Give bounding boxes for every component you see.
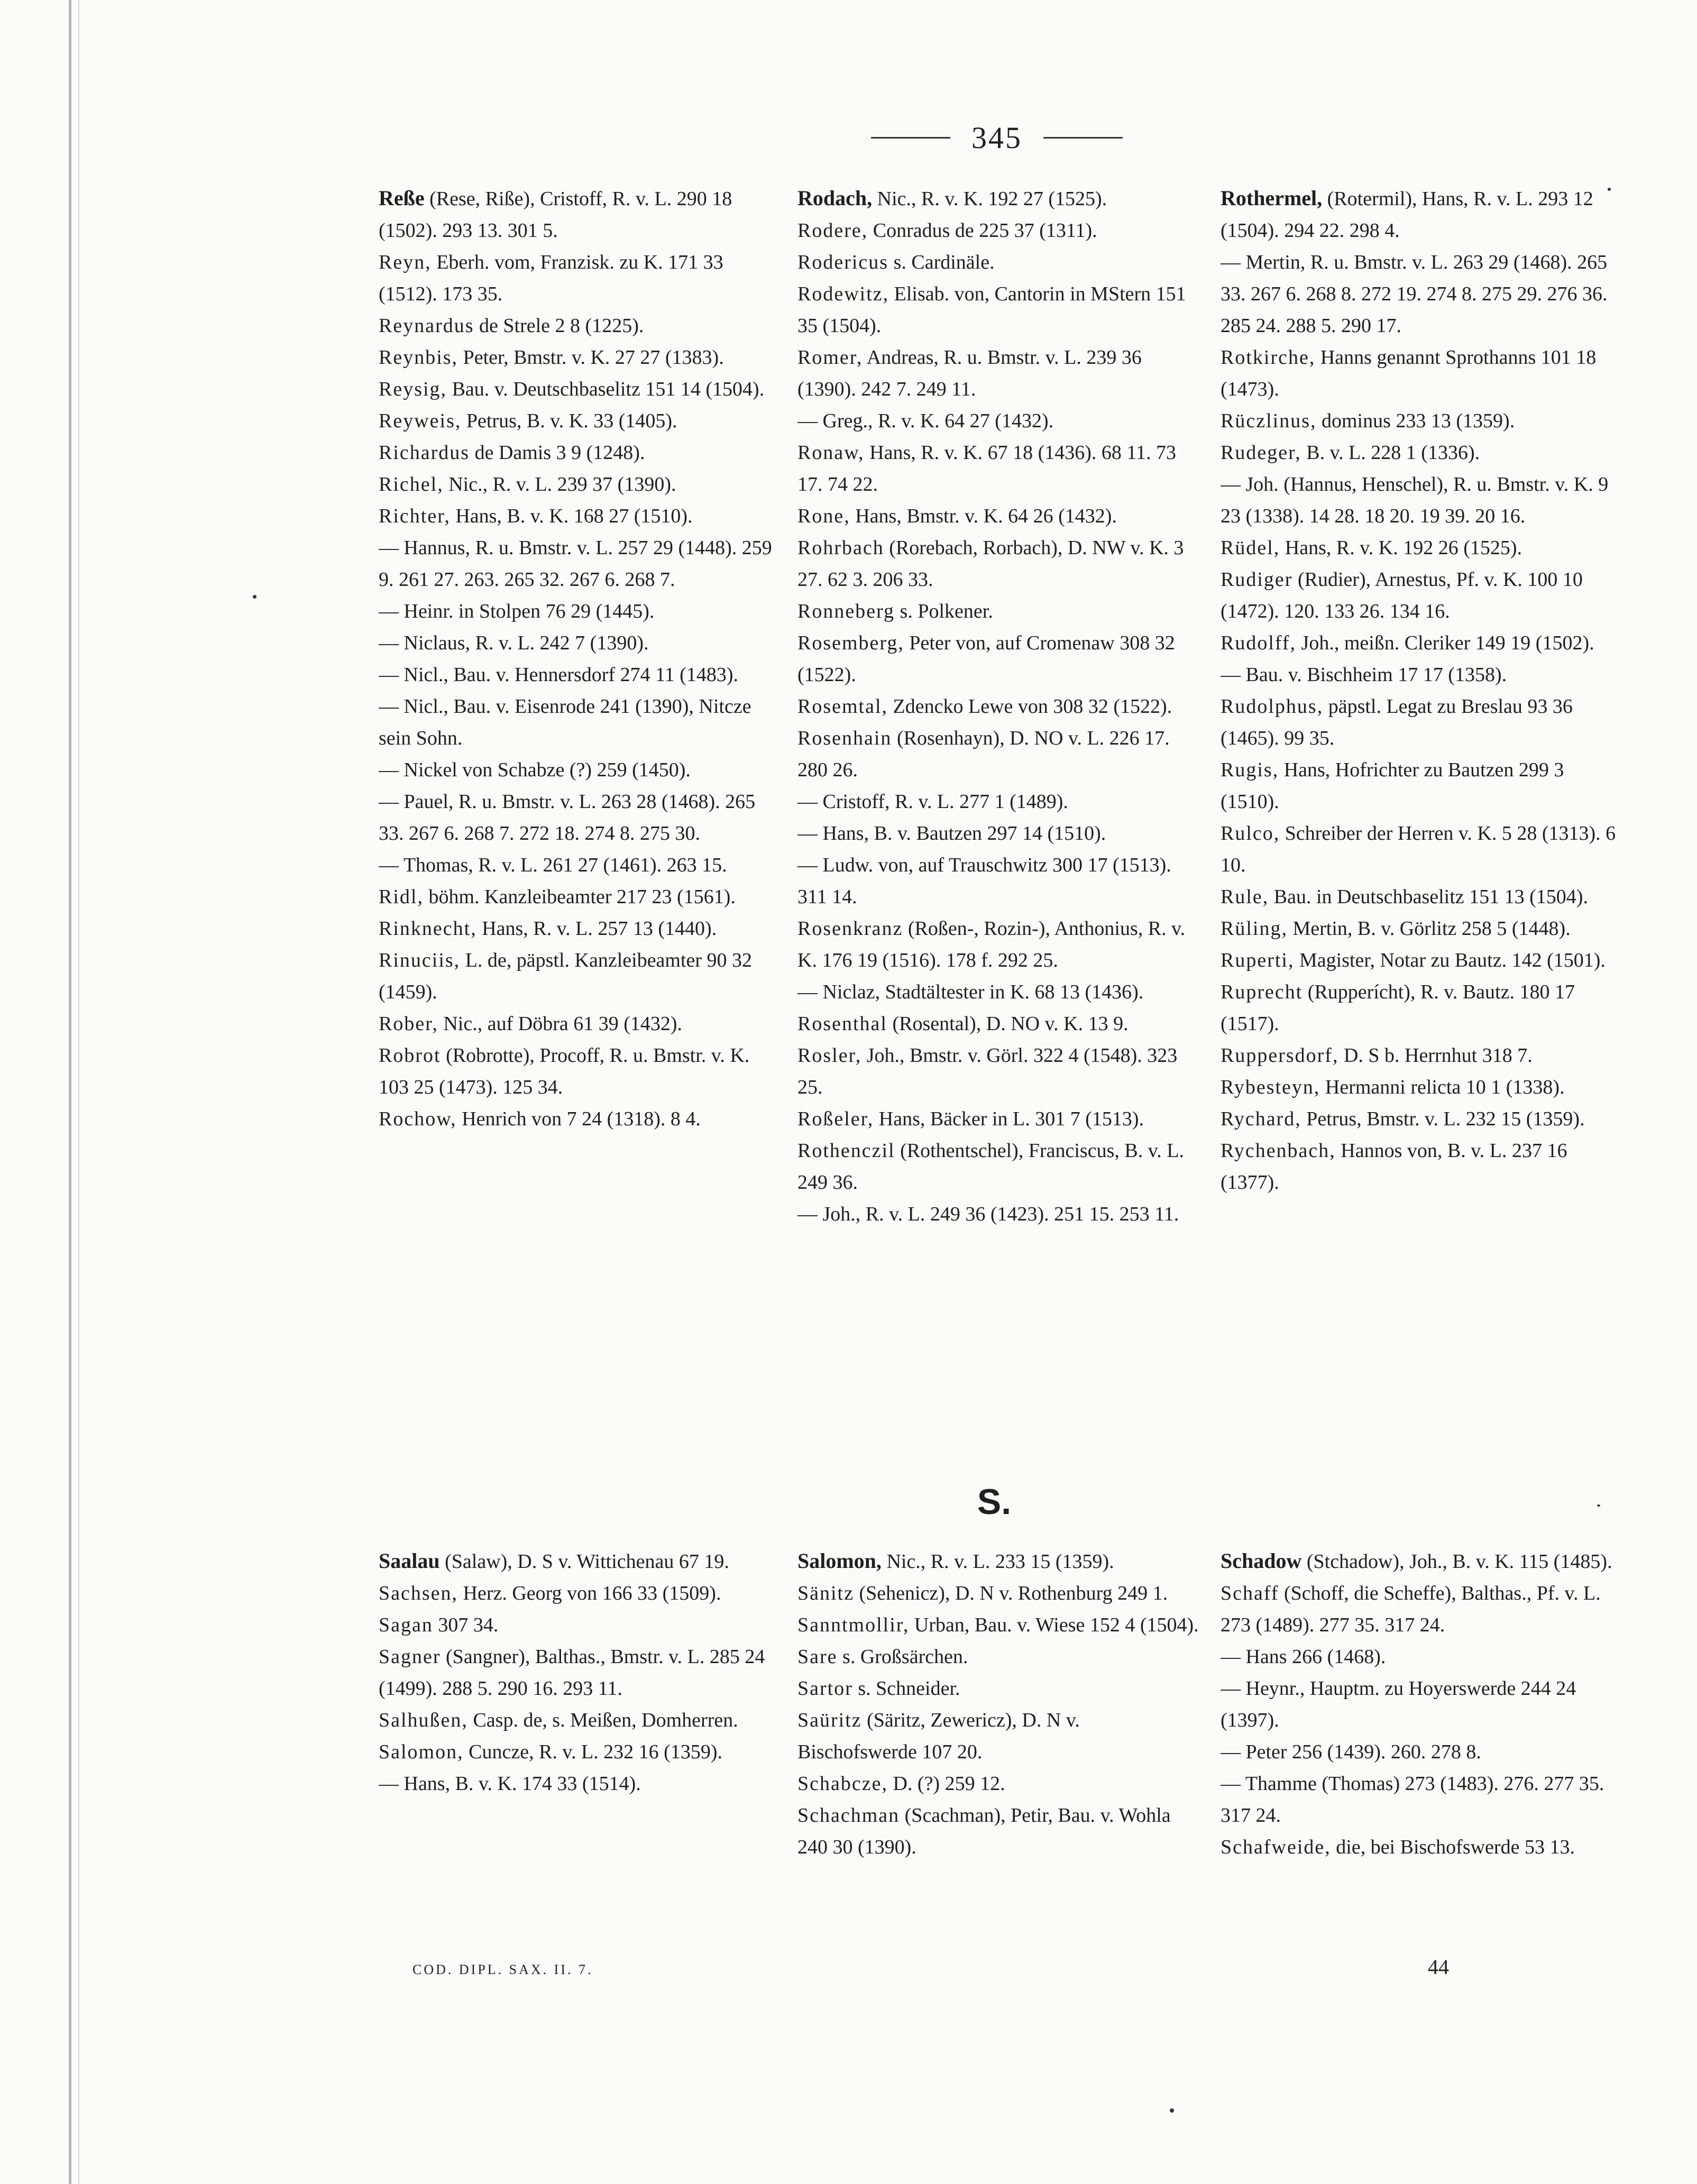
entry-text: — Mertin, R. u. Bmstr. v. L. 263 29 (1468). 265 33. 267 6. 268 8. 272 19. 274 8. 275 29. 276 36. 285 24. 288 5. 290 17. — [1221, 251, 1608, 337]
entry-text: — Niclaz, Stadtältester in K. 68 13 (1436). — [797, 981, 1144, 1003]
index-entry — [379, 246, 781, 310]
entry-text: s. Großsärchen. — [837, 1646, 968, 1668]
index-entry — [379, 1641, 781, 1704]
entry-headword: Rüling, — [1221, 917, 1288, 940]
entry-headword: Rüdel, — [1221, 537, 1280, 559]
entry-headword: Schafweide, — [1221, 1836, 1331, 1858]
entry-headword: Ronaw, — [797, 442, 865, 464]
index-entry — [797, 532, 1199, 595]
entry-text: Nic., R. v. K. 192 27 (1525). — [872, 188, 1107, 210]
entry-headword: Rosenthal — [797, 1013, 887, 1035]
entry-text: — Hans, B. v. K. 174 33 (1514). — [379, 1773, 641, 1795]
entry-text: — Nicl., Bau. v. Eisenrode 241 (1390), Nitcze sein Sohn. — [379, 695, 751, 749]
entry-headword: Rudolff, — [1221, 632, 1297, 654]
entry-text: Henrich von 7 24 (1318). 8 4. — [456, 1108, 701, 1130]
entry-text: (Rotermil), Hans, R. v. L. 293 12 (1504). 294 22. 298 4. — [1221, 188, 1593, 242]
entry-headword: Salomon, — [379, 1741, 464, 1763]
entry-headword: Rothermel, — [1221, 186, 1323, 210]
index-entry — [797, 342, 1199, 405]
entry-text: D. (?) 259 12. — [887, 1773, 1005, 1795]
entry-text: päpstl. Legat zu Breslau 93 36 (1465). 99 35. — [1221, 695, 1573, 749]
entry-headword: Richter, — [379, 505, 451, 527]
index-entry — [797, 1545, 1199, 1577]
binding-shadow-secondary — [78, 0, 79, 2184]
entry-headword: Rinknecht, — [379, 917, 477, 940]
entry-headword: Rinuciis, — [379, 949, 461, 971]
entry-text: Hannos von, B. v. L. 237 16 (1377). — [1221, 1140, 1567, 1194]
index-entry — [1221, 754, 1622, 818]
entry-headword: Rule, — [1221, 886, 1269, 908]
index-entry — [379, 469, 781, 500]
entry-text: Elisab. von, Cantorin in MStern 151 35 (1504). — [797, 283, 1186, 337]
entry-headword: Rothenczil — [797, 1140, 895, 1162]
scan-speck — [1170, 2108, 1174, 2113]
entry-headword: Reynardus — [379, 315, 474, 337]
index-entry — [797, 722, 1199, 786]
index-entry — [379, 786, 781, 849]
index-entry — [797, 1135, 1199, 1198]
index-entry — [1221, 1768, 1622, 1831]
entry-text: Nic., R. v. L. 233 15 (1359). — [881, 1550, 1114, 1573]
entry-headword: Reysig, — [379, 378, 447, 400]
entry-text: — Ludw. von, auf Trauschwitz 300 17 (1513). 311 14. — [797, 854, 1171, 908]
entry-text: de Strele 2 8 (1225). — [474, 315, 644, 337]
index-entry — [379, 691, 781, 754]
entry-headword: Ruperti, — [1221, 949, 1295, 971]
entry-text: Cuncze, R. v. L. 232 16 (1359). — [463, 1741, 722, 1763]
entry-text: D. S b. Herrnhut 318 7. — [1338, 1044, 1533, 1067]
entry-headword: Ridl, — [379, 886, 424, 908]
page-header — [859, 114, 1134, 161]
index-column-bottom-2 — [797, 1545, 1199, 1863]
entry-text: (Rothentschel), Franciscus, B. v. L. 249 36. — [797, 1140, 1184, 1194]
entry-headword: Salhußen, — [379, 1709, 468, 1731]
index-entry — [379, 627, 781, 659]
entry-text: Magister, Notar zu Bautz. 142 (1501). — [1294, 949, 1606, 971]
index-entry — [797, 1800, 1199, 1863]
index-entry — [797, 1198, 1199, 1230]
entry-text: — Joh. (Hannus, Henschel), R. u. Bmstr. v. K. 9 23 (1338). 14 28. 18 20. 19 39. 20 16. — [1221, 473, 1609, 527]
entry-headword: Rochow, — [379, 1108, 457, 1130]
entry-headword: Rudeger, — [1221, 442, 1301, 464]
entry-text: s. Polkener. — [895, 600, 993, 622]
entry-headword: Rugis, — [1221, 759, 1279, 781]
index-entry — [1221, 469, 1622, 532]
entry-headword: Rodere, — [797, 219, 868, 242]
entry-headword: Rulco, — [1221, 822, 1280, 845]
entry-text: Peter von, auf Cromenaw 308 32 (1522). — [797, 632, 1175, 686]
entry-text: Bau. in Deutschbaselitz 151 13 (1504). — [1269, 886, 1588, 908]
footer-signature: COD. DIPL. SAX. II. 7. — [412, 1962, 593, 1977]
entry-headword: Sanntmollir, — [797, 1614, 910, 1636]
index-entry — [797, 500, 1199, 532]
index-entry — [797, 1673, 1199, 1704]
index-entry — [1221, 1135, 1622, 1198]
entry-headword: Rüczlinus, — [1221, 410, 1317, 432]
entry-headword: Salomon, — [797, 1549, 882, 1573]
entry-text: — Peter 256 (1439). 260. 278 8. — [1221, 1741, 1481, 1763]
entry-text: — Nickel von Schabze (?) 259 (1450). — [379, 759, 691, 781]
index-entry — [1221, 246, 1622, 342]
entry-text: (Stchadow), Joh., B. v. K. 115 (1485). — [1301, 1550, 1612, 1573]
index-entry — [797, 627, 1199, 691]
index-entry — [379, 944, 781, 1008]
entry-text: (Rese, Riße), Cristoff, R. v. L. 290 18 (1502). 293 13. 301 5. — [379, 188, 732, 242]
entry-text: Mertin, B. v. Görlitz 258 5 (1448). — [1287, 917, 1571, 940]
index-entry — [797, 913, 1199, 976]
index-entry — [1221, 1545, 1622, 1577]
entry-headword: Rosemberg, — [797, 632, 904, 654]
entry-headword: Ronneberg — [797, 600, 895, 622]
entry-text: Joh., meißn. Cleriker 149 19 (1502). — [1296, 632, 1594, 654]
index-entry — [379, 913, 781, 944]
entry-headword: Rychenbach, — [1221, 1140, 1336, 1162]
index-entry — [797, 1040, 1199, 1103]
index-entry — [797, 849, 1199, 913]
entry-headword: Saüritz — [797, 1709, 862, 1731]
entry-headword: Rone, — [797, 505, 850, 527]
index-entry — [797, 818, 1199, 849]
index-entry — [797, 1641, 1199, 1673]
scan-speck — [1608, 188, 1611, 191]
entry-headword: Schaff — [1221, 1582, 1279, 1604]
index-entry — [1221, 1071, 1622, 1103]
index-entry — [1221, 944, 1622, 976]
index-entry — [379, 1768, 781, 1800]
scan-speck — [1597, 1504, 1600, 1507]
index-entry — [1221, 405, 1622, 437]
entry-headword: Rodach, — [797, 186, 873, 210]
entry-headword: Reyweis, — [379, 410, 462, 432]
index-entry — [1221, 1736, 1622, 1768]
entry-text: de Damis 3 9 (1248). — [470, 442, 645, 464]
entry-text: Petrus, B. v. K. 33 (1405). — [461, 410, 677, 432]
entry-headword: Rodericus — [797, 251, 889, 273]
entry-headword: Ruprecht — [1221, 981, 1303, 1003]
index-entry — [379, 1008, 781, 1040]
index-entry — [379, 1736, 781, 1768]
entry-text: (Sehenicz), D. N v. Rothenburg 249 1. — [854, 1582, 1168, 1604]
index-column-bottom-1 — [379, 1545, 781, 1800]
entry-headword: Sartor — [797, 1677, 853, 1700]
entry-text: — Hans, B. v. Bautzen 297 14 (1510). — [797, 822, 1106, 845]
index-entry — [1221, 976, 1622, 1040]
entry-headword: Richardus — [379, 442, 470, 464]
index-entry — [1221, 627, 1622, 659]
entry-headword: Reynbis, — [379, 346, 458, 369]
entry-text: (Rorebach, Rorbach), D. NW v. K. 3 27. 62 3. 206 33. — [797, 537, 1184, 591]
entry-headword: Rosemtal, — [797, 695, 888, 718]
index-entry — [1221, 913, 1622, 944]
entry-text: (Robrotte), Procoff, R. u. Bmstr. v. K. 103 25 (1473). 125 34. — [379, 1044, 750, 1098]
entry-text: Bau. v. Deutschbaselitz 151 14 (1504). — [447, 378, 765, 400]
entry-headword: Rychard, — [1221, 1108, 1301, 1130]
entry-headword: Saalau — [379, 1549, 440, 1573]
entry-headword: Richel, — [379, 473, 444, 495]
entry-headword: Rober, — [379, 1013, 438, 1035]
entry-headword: Rotkirche, — [1221, 346, 1316, 369]
index-entry — [379, 437, 781, 469]
index-entry — [797, 1609, 1199, 1641]
entry-headword: Romer, — [797, 346, 863, 369]
index-entry — [797, 595, 1199, 627]
entry-text: Hans, R. v. K. 67 18 (1436). 68 11. 73 17. 74 22. — [797, 442, 1177, 495]
index-entry — [797, 1704, 1199, 1768]
index-entry — [1221, 564, 1622, 627]
entry-text: — Heinr. in Stolpen 76 29 (1445). — [379, 600, 655, 622]
index-entry — [379, 1577, 781, 1609]
index-entry — [1221, 182, 1622, 246]
page-number: 345 — [971, 120, 1022, 155]
index-entry — [1221, 1040, 1622, 1071]
index-column-top-3 — [1221, 182, 1622, 1198]
index-entry — [797, 405, 1199, 437]
entry-text: (Scachman), Petir, Bau. v. Wohla 240 30 (1390). — [797, 1804, 1171, 1858]
entry-text: — Niclaus, R. v. L. 242 7 (1390). — [379, 632, 649, 654]
entry-text: Nic., auf Döbra 61 39 (1432). — [438, 1013, 683, 1035]
entry-text: — Hannus, R. u. Bmstr. v. L. 257 29 (1448). 259 9. 261 27. 263. 265 32. 267 6. 268 7. — [379, 537, 772, 591]
index-entry — [379, 1704, 781, 1736]
entry-text: Zdencko Lewe von 308 32 (1522). — [888, 695, 1172, 718]
entry-text: (Rupperícht), R. v. Bautz. 180 17 (1517). — [1221, 981, 1575, 1035]
entry-text: Hans, Bmstr. v. K. 64 26 (1432). — [850, 505, 1117, 527]
entry-text: — Cristoff, R. v. L. 277 1 (1489). — [797, 791, 1068, 813]
entry-text: Peter, Bmstr. v. K. 27 27 (1383). — [458, 346, 724, 369]
entry-headword: Robrot — [379, 1044, 441, 1067]
index-entry — [379, 342, 781, 373]
index-column-bottom-3 — [1221, 1545, 1622, 1863]
index-entry — [379, 1040, 781, 1103]
entry-headword: Rodewitz, — [797, 283, 889, 305]
entry-text: — Nicl., Bau. v. Hennersdorf 274 11 (1483). — [379, 664, 738, 686]
index-entry — [379, 532, 781, 595]
index-entry — [797, 278, 1199, 342]
entry-text: (Rosenhayn), D. NO v. L. 226 17. 280 26. — [797, 727, 1170, 781]
entry-headword: Schadow — [1221, 1549, 1302, 1573]
index-entry — [379, 1103, 781, 1135]
entry-headword: Sachsen, — [379, 1582, 458, 1604]
index-entry — [379, 659, 781, 691]
entry-text: s. Schneider. — [852, 1677, 960, 1700]
section-letter: S. — [977, 1482, 1012, 1522]
entry-text: (Sangner), Balthas., Bmstr. v. L. 285 24 (1499). 288 5. 290 16. 293 11. — [379, 1646, 765, 1700]
entry-headword: Sänitz — [797, 1582, 854, 1604]
index-entry — [1221, 342, 1622, 405]
entry-text: böhm. Kanzleibeamter 217 23 (1561). — [423, 886, 736, 908]
index-entry — [797, 691, 1199, 722]
entry-text: dominus 233 13 (1359). — [1316, 410, 1515, 432]
entry-text: Andreas, R. u. Bmstr. v. L. 239 36 (1390). 242 7. 249 11. — [797, 346, 1142, 400]
entry-headword: Rosler, — [797, 1044, 862, 1067]
entry-headword: Roßeler, — [797, 1108, 874, 1130]
entry-headword: Reyn, — [379, 251, 432, 273]
entry-text: — Greg., R. v. K. 64 27 (1432). — [797, 410, 1054, 432]
index-entry — [379, 754, 781, 786]
entry-text: — Joh., R. v. L. 249 36 (1423). 251 15. 253 11. — [797, 1203, 1179, 1225]
index-entry — [1221, 437, 1622, 469]
index-entry — [379, 405, 781, 437]
entry-text: — Thomas, R. v. L. 261 27 (1461). 263 15. — [379, 854, 727, 876]
index-entry — [1221, 1673, 1622, 1736]
entry-text: (Rosental), D. NO v. K. 13 9. — [887, 1013, 1129, 1035]
index-entry — [1221, 532, 1622, 564]
scan-speck — [253, 595, 256, 599]
sheet-number: 44 — [1428, 1955, 1449, 1979]
index-entry — [1221, 659, 1622, 691]
index-entry — [797, 215, 1199, 246]
entry-text: — Pauel, R. u. Bmstr. v. L. 263 28 (1468). 265 33. 267 6. 268 7. 272 18. 274 8. 275 30. — [379, 791, 756, 845]
index-entry — [379, 849, 781, 881]
entry-headword: Rohrbach — [797, 537, 884, 559]
entry-headword: Schachman — [797, 1804, 900, 1827]
entry-text: (Salaw), D. S v. Wittichenau 67 19. — [439, 1550, 729, 1573]
index-entry — [1221, 818, 1622, 881]
entry-text: — Bau. v. Bischheim 17 17 (1358). — [1221, 664, 1507, 686]
entry-text: Eberh. vom, Franzisk. zu K. 171 33 (1512). 173 35. — [379, 251, 723, 305]
entry-text: Nic., R. v. L. 239 37 (1390). — [443, 473, 676, 495]
entry-text: Hermanni relicta 10 1 (1338). — [1320, 1076, 1565, 1098]
index-column-top-1 — [379, 182, 781, 1135]
index-entry — [797, 1103, 1199, 1135]
index-entry — [1221, 1103, 1622, 1135]
entry-headword: Rosenhain — [797, 727, 892, 749]
entry-headword: Ruppersdorf, — [1221, 1044, 1339, 1067]
index-entry — [797, 1008, 1199, 1040]
entry-text: L. de, päpstl. Kanzleibeamter 90 32 (1459). — [379, 949, 753, 1003]
index-entry — [797, 246, 1199, 278]
index-entry — [379, 1609, 781, 1641]
index-entry — [379, 1545, 781, 1577]
index-entry — [797, 182, 1199, 215]
index-entry — [797, 786, 1199, 818]
entry-text: Joh., Bmstr. v. Görl. 322 4 (1548). 323 25. — [797, 1044, 1178, 1098]
entry-text: die, bei Bischofswerde 53 13. — [1331, 1836, 1575, 1858]
entry-text: (Rudier), Arnestus, Pf. v. K. 100 10 (1472). 120. 133 26. 134 16. — [1221, 568, 1583, 622]
header-rule-left — [871, 137, 950, 139]
entry-headword: Rudiger — [1221, 568, 1293, 591]
entry-text: Conradus de 225 37 (1311). — [868, 219, 1097, 242]
entry-text: — Heynr., Hauptm. zu Hoyerswerde 244 24 (1397). — [1221, 1677, 1576, 1731]
index-entry — [1221, 1641, 1622, 1673]
entry-text: Hans, R. v. L. 257 13 (1440). — [476, 917, 717, 940]
entry-text: (Roßen-, Rozin-), Anthonius, R. v. K. 176 19 (1516). 178 f. 292 25. — [797, 917, 1186, 971]
index-entry — [379, 373, 781, 405]
entry-text: Herz. Georg von 166 33 (1509). — [458, 1582, 721, 1604]
entry-text: Hans, B. v. K. 168 27 (1510). — [450, 505, 693, 527]
entry-headword: Sare — [797, 1646, 838, 1668]
entry-headword: Sagner — [379, 1646, 441, 1668]
entry-headword: Schabcze, — [797, 1773, 888, 1795]
entry-headword: Rosenkranz — [797, 917, 903, 940]
entry-text: (Säritz, Zewericz), D. N v. Bischofswerde 107 20. — [797, 1709, 1080, 1763]
index-entry — [379, 500, 781, 532]
entry-text: Hans, R. v. K. 192 26 (1525). — [1280, 537, 1522, 559]
entry-headword: Rudolphus, — [1221, 695, 1324, 718]
entry-headword: Sagan — [379, 1614, 433, 1636]
entry-text: 307 34. — [433, 1614, 499, 1636]
index-entry — [1221, 1831, 1622, 1863]
index-entry — [797, 1768, 1199, 1800]
entry-text: — Hans 266 (1468). — [1221, 1646, 1386, 1668]
entry-headword: Rybesteyn, — [1221, 1076, 1320, 1098]
entry-text: Hans, Bäcker in L. 301 7 (1513). — [874, 1108, 1144, 1130]
index-entry — [379, 310, 781, 342]
binding-shadow — [69, 0, 71, 2184]
index-entry — [1221, 881, 1622, 913]
entry-text: Hans, Hofrichter zu Bautzen 299 3 (1510). — [1221, 759, 1564, 813]
entry-text: B. v. L. 228 1 (1336). — [1301, 442, 1480, 464]
entry-headword: Reße — [379, 186, 425, 210]
entry-text: Schreiber der Herren v. K. 5 28 (1313). 6 10. — [1221, 822, 1616, 876]
index-entry — [797, 437, 1199, 500]
index-entry — [379, 881, 781, 913]
entry-text: Casp. de, s. Meißen, Domherren. — [467, 1709, 738, 1731]
header-rule-right — [1043, 137, 1123, 139]
index-entry — [797, 1577, 1199, 1609]
index-column-top-2 — [797, 182, 1199, 1230]
entry-text: Hanns genannt Sprothanns 101 18 (1473). — [1221, 346, 1597, 400]
index-entry — [379, 182, 781, 246]
index-entry — [1221, 1577, 1622, 1641]
entry-text: — Thamme (Thomas) 273 (1483). 276. 277 35. 317 24. — [1221, 1773, 1604, 1827]
entry-text: Urban, Bau. v. Wiese 152 4 (1504). — [909, 1614, 1199, 1636]
index-entry — [1221, 691, 1622, 754]
entry-text: (Schoff, die Scheffe), Balthas., Pf. v. L. 273 (1489). 277 35. 317 24. — [1221, 1582, 1601, 1636]
entry-text: Petrus, Bmstr. v. L. 232 15 (1359). — [1301, 1108, 1585, 1130]
entry-text: s. Cardinäle. — [888, 251, 995, 273]
index-entry — [797, 976, 1199, 1008]
index-entry — [379, 595, 781, 627]
